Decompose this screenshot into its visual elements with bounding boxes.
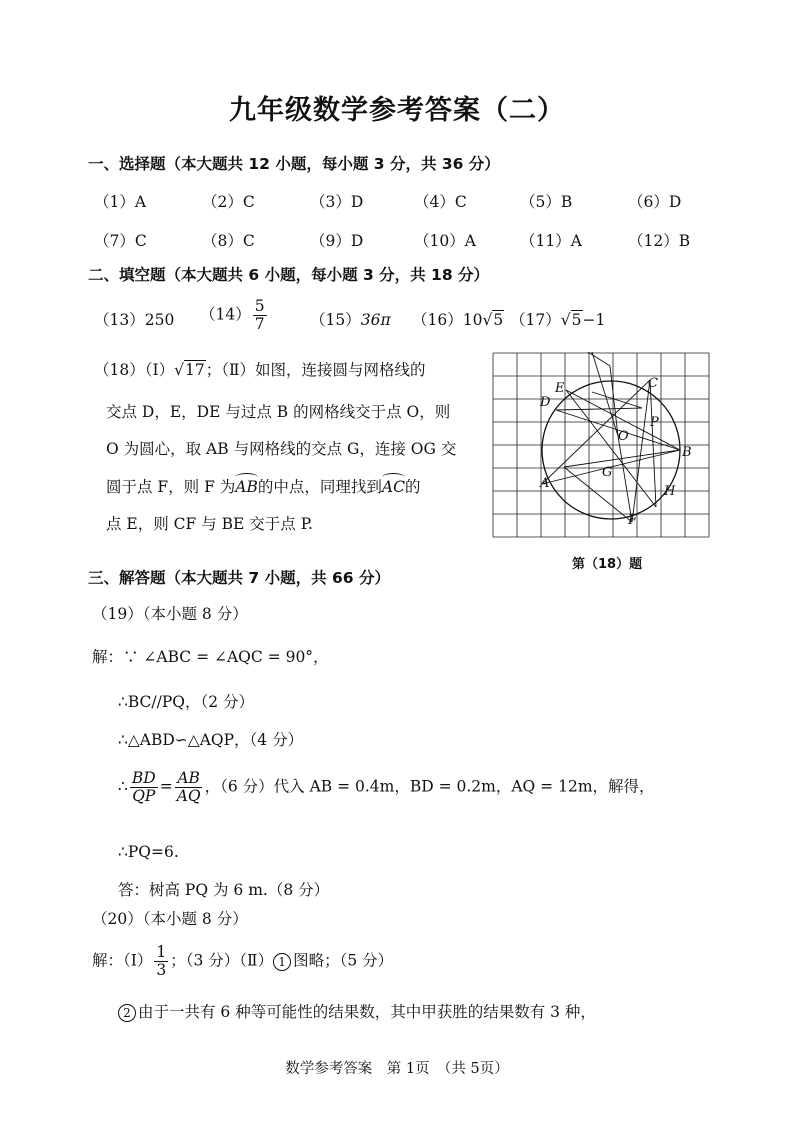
fraction-numerator: 1 <box>156 943 167 961</box>
answer-13: （13）250 <box>94 311 175 329</box>
mc-answer: （5）B <box>520 193 573 211</box>
answer-15-label: （15） <box>310 311 361 329</box>
page-title: 九年级数学参考答案（二） <box>229 95 565 126</box>
label-H: H <box>664 484 676 499</box>
circled-number-2: 2 <box>118 1004 136 1022</box>
mc-answer: （3）D <box>310 193 364 211</box>
fraction-denominator: AQ <box>176 787 201 806</box>
mc-answer: （8）C <box>202 232 255 250</box>
label-A: A <box>540 476 550 491</box>
answer-15-value: 36π <box>360 311 391 329</box>
answer-18-radicand: 17 <box>185 361 205 379</box>
fraction-denominator: QP <box>132 787 156 806</box>
fraction-numerator: BD <box>131 769 156 787</box>
answer-16: （16）10√5 <box>412 311 504 329</box>
q20-line1-pre: 解：（Ⅰ） <box>92 951 153 970</box>
fraction-denominator: 7 <box>254 315 265 334</box>
label-F: F <box>628 513 638 528</box>
answer-18-part2: ；（Ⅱ）如图，连接圆与网格线的 <box>205 361 426 379</box>
q19-line6: 答：树高 PQ 为 6 m.（8 分） <box>118 881 330 899</box>
page-footer: 数学参考答案 第 1页 （共 5页） <box>285 1061 509 1077</box>
equals-sign: = <box>159 777 173 796</box>
line4-text-a: 圆于点 F，则 F 为 <box>106 478 236 496</box>
answer-15 <box>310 308 391 330</box>
section1-heading: 一、选择题（本大题共 12 小题，每小题 3 分，共 36 分） <box>88 155 500 173</box>
q20-header: （20）（本小题 8 分） <box>92 910 248 928</box>
q19-line4 <box>118 770 655 805</box>
therefore-symbol: ∴ <box>118 777 128 796</box>
answer-18-line5: 点 E，则 CF 与 BE 交于点 P. <box>106 515 313 533</box>
answer-17-label: （17） <box>510 311 561 329</box>
fraction-bd-qp <box>130 770 158 805</box>
line4-text-c: 的 <box>404 478 421 496</box>
q20-line1-tail: 图略；（5 分） <box>293 951 394 970</box>
q19-line1: 解：∵ ∠ABC = ∠AQC = 90°， <box>92 648 329 666</box>
mc-answer: （6）D <box>628 193 682 211</box>
mc-answer: （12）B <box>628 232 691 250</box>
answer-18-label: （18）（Ⅰ） <box>94 361 175 379</box>
q19-header: （19）（本小题 8 分） <box>92 605 248 623</box>
q19-line3: ∴△ABD∽△AQP，（4 分） <box>118 731 304 749</box>
q20-line1 <box>92 944 393 979</box>
q20-line2 <box>118 1000 596 1022</box>
fraction-ab-aq <box>175 770 203 805</box>
fraction-numerator: AB <box>177 769 200 787</box>
label-B: B <box>682 445 692 460</box>
arc-ac: AC <box>381 478 405 496</box>
label-O: O <box>618 429 629 444</box>
mc-answer: （2）C <box>202 193 255 211</box>
section3-heading: 三、解答题（本大题共 7 小题，共 66 分） <box>88 569 390 587</box>
answer-18-line4 <box>106 475 420 497</box>
q19-line4-text: ，（6 分）代入 AB = 0.4m，BD = 0.2m，AQ = 12m，解得， <box>204 777 655 796</box>
answer-14 <box>200 298 269 333</box>
section2-heading: 二、填空题（本大题共 6 小题，每小题 3 分，共 18 分） <box>88 266 490 284</box>
label-E: E <box>555 381 565 396</box>
answer-16-label: （16） <box>412 311 463 329</box>
grid-circle <box>542 381 680 519</box>
label-D: D <box>540 395 551 410</box>
construction-lines <box>542 352 680 522</box>
answer-18-line2: 交点 D，E，DE 与过点 B 的网格线交于点 O，则 <box>106 403 451 421</box>
mc-answer: （11）A <box>520 232 582 250</box>
figure-18-caption: 第（18）题 <box>572 557 643 572</box>
answer-17-tail: −1 <box>582 311 606 329</box>
figure-18-grid <box>492 352 710 538</box>
answer-18-line3: O 为圆心，取 AB 与网格线的交点 G，连接 OG 交 <box>106 440 457 458</box>
fraction-one-third <box>154 944 168 979</box>
mc-answer: （9）D <box>310 232 364 250</box>
mc-answer: （1）A <box>94 193 147 211</box>
mc-answer: （7）C <box>94 232 147 250</box>
arc-ab: AB <box>235 478 258 496</box>
answer-16-radicand: 5 <box>493 311 504 329</box>
q20-line2-text: 由于一共有 6 种等可能性的结果数，其中甲获胜的结果数有 3 种， <box>138 1003 596 1021</box>
fraction-denominator: 3 <box>156 961 167 980</box>
label-C: C <box>648 376 658 391</box>
q20-line1-post: ；（3 分）（Ⅱ） <box>170 951 274 970</box>
q19-line2: ∴BC//PQ，（2 分） <box>118 693 255 711</box>
line4-text-b: 的中点，同理找到 <box>257 478 382 496</box>
answer-17-radicand: 5 <box>571 311 582 329</box>
mc-answer: （10）A <box>414 232 476 250</box>
answer-14-fraction <box>253 298 267 333</box>
label-P: P <box>650 415 659 430</box>
fraction-numerator: 5 <box>254 297 265 315</box>
answer-18-line1: （18）（Ⅰ）√17；（Ⅱ）如图，连接圆与网格线的 <box>94 361 426 379</box>
circled-number-1: 1 <box>273 953 291 971</box>
mc-answer: （4）C <box>414 193 467 211</box>
answer-17: （17）√5−1 <box>510 311 606 329</box>
answer-14-label: （14） <box>200 305 251 324</box>
q19-line5: ∴PQ=6. <box>118 843 179 861</box>
answer-16-coefficient: 10 <box>462 311 483 329</box>
label-G: G <box>602 465 613 480</box>
